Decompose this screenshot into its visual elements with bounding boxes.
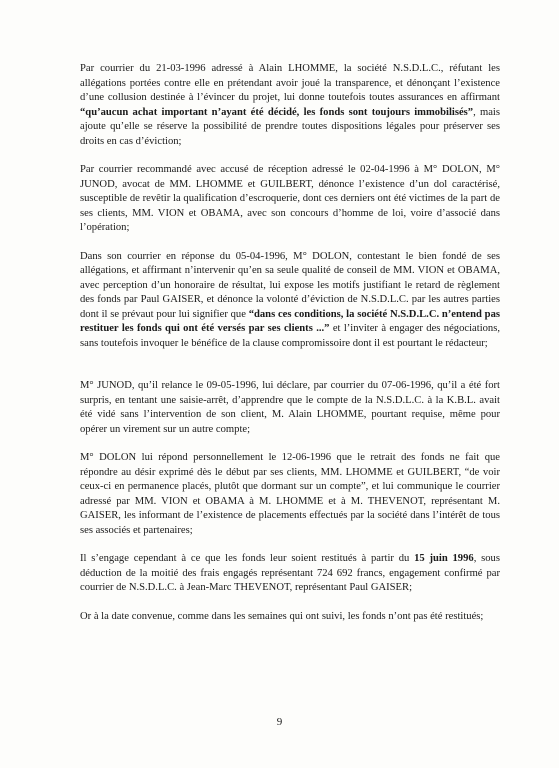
paragraph <box>80 552 500 596</box>
text-segment: Or à la date convenue, comme dans les semaines qui ont suivi, les fonds n’ont pas été restitués; <box>80 610 484 622</box>
text-segment: Il s’engage cependant à ce que les fonds leur soient restitués à partir du <box>80 553 415 564</box>
text-segment: Par courrier du 21-03-1996 adressé à Alain LHOMME, la société N.S.D.L.C., réfutant les allégations portées contre elle en prétendant avoir joué la transparence, et dénonçant l’existence d’une collusion destinée à l’évincer du projet, lui donne toutefois toutes assurances en affirmant <box>80 63 500 103</box>
text-segment: M° DOLON lui répond personnellement le 12-06-1996 que le retrait des fonds ne fait que répondre au désir exprimé dès le début par ses clients, MM. LHOMME et GUILBERT, “de voir ceux-ci en permanence placés, plutôt que dormant sur un compte”, et lui communique le courrier adressé par MM. VION et OBAMA à M. LHOMME et à M. THEVENOT, représentant M. GAISER, les informant de l’existence de placements effectués par la société dans l’intérêt de tous ses associés et partenaires; <box>80 452 500 536</box>
paragraph <box>80 610 500 625</box>
document-body <box>80 62 500 638</box>
bold-text-segment: “qu’aucun achat important n’ayant été décidé, les fonds sont toujours immobilisés” <box>80 106 474 118</box>
paragraph <box>80 379 500 437</box>
bold-text-segment: 15 juin 1996 <box>414 553 474 564</box>
text-segment: M° JUNOD, qu’il relance le 09-05-1996, lui déclare, par courrier du 07-06-1996, qu’il a été fort surpris, en tentant une saisie-arrêt, d’apprendre que le compte de la N.S.D.L.C. à la K.B.L. avait été vidé sans l’intervention de son client, M. Alain LHOMME, pourtant requise, même pour opérer un virement sur un autre compte; <box>80 380 500 435</box>
text-segment: , mais ajoute qu’elle se réserve la possibilité de prendre toutes dispositions légales pour préserver ses droits en cas d’éviction; <box>80 106 500 147</box>
page-number: 9 <box>276 716 283 728</box>
paragraph <box>80 62 500 149</box>
paragraph <box>80 163 500 236</box>
text-segment: et l’inviter à engager des négociations, sans toutefois invoquer le bénéfice de la clause compromissoire dont il est pourtant le rédacteur; <box>80 323 500 349</box>
text-segment: Par courrier recommandé avec accusé de réception adressé le 02-04-1996 à M° DOLON, M° JUNOD, avocat de MM. LHOMME et GUILBERT, dénonce l’existence d’un dol caractérisé, susceptible de revêtir la qualification d’escroquerie, dont ces derniers ont été victimes de la part de ses clients, MM. VION et OBAMA, avec son concours d’homme de loi, voire d’associé dans l’opération; <box>80 164 500 233</box>
paragraph <box>80 250 500 352</box>
text-segment: , sous déduction de la moitié des frais engagés représentant 724 692 francs, engagement confirmé par courrier de N.S.D.L.C. à Jean-Marc THEVENOT, représentant Paul GAISER; <box>80 553 500 593</box>
bold-text-segment: “dans ces conditions, la société N.S.D.L.C. n’entend pas restituer les fonds qui ont été versés par ses clients ...” <box>80 308 500 334</box>
paragraph <box>80 451 500 538</box>
text-segment: Dans son courrier en réponse du 05-04-1996, M° DOLON, contestant le bien fondé de ses allégations, et affirmant n’intervenir qu’en sa seule qualité de conseil de MM. VION et OBAMA, avec perception d’un honoraire de résultat, lui expose les motifs justifiant le retard de règlement des fonds par Paul GAISER, et dénonce la volonté d’éviction de N.S.D.L.C. par les autres parties dont il se prévaut pour lui signifier que <box>80 250 500 320</box>
